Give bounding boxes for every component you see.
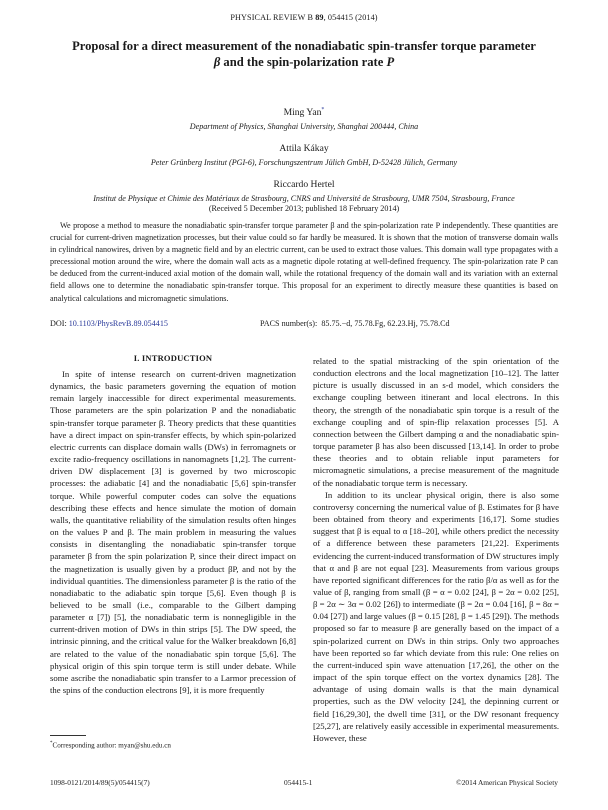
footnote-mark: * (50, 741, 53, 746)
footnote-text: Corresponding author: myan@shu.edu.cn (52, 741, 171, 750)
intro-paragraph-2: In addition to its unclear physical origin, there is also some controversy concerning the numerical value of β. Estimates for β have been obtained from theory and experiments [16,17]. Some studies suggest that β is equal to α [18–20], while others predict the necessity of a difference between these parameters [21,22]. Experiments evidencing the current-induced transformation of DW structures imply that α and β are not equal [23]. Measurements from various groups have reported significant differences for the ratio β/α as well as for the value of β, ranging from small (β = α = 0.02 [24], β = 2α = 0.02 [25], β = 2α ∼ 3α = 0.02 [26]) to intermediate (β = 2α = 0.04 [16], β = 8α = 0.04 [27]) and large values (β = 0.15 [28], β = 1.45 [29]). The methods proposed so far to measure β are generally based on the impact of a spin-polarized current on DWs in thin strips. Only two approaches have been reported so far which deviate from this rule: One relies on the current-induced spin wave attenuation [17,26], the other on the impact of the spin torque effect on the vortex dynamics [28]. The advantage of using domain walls is that the main dynamical properties, such as the DW velocity [24], the depinning current or field [16,29,30], the dwell time [31], or the DW resonant frequency [25,27], are relatively easily accessible in experimental measurements. However, these (313, 489, 559, 743)
pacs (260, 319, 450, 328)
footer-page-number: 054415-1 (284, 778, 313, 787)
affiliation-1: Department of Physics, Shanghai University, Shanghai 200444, China (189, 122, 419, 131)
affiliation-3: Institut de Physique et Chimie des Matériaux de Strasbourg, CNRS and Université de Strasbourg, UMR 7504, Strasbourg, France (93, 194, 515, 203)
pacs-label: PACS number(s): (260, 319, 318, 328)
section-heading: I. INTRODUCTION (133, 353, 213, 363)
intro-paragraph-1-cont: related to the spatial mistracking of the spin orientation of the conduction electrons and the local magnetization [10–12]. The latter picture is usually discussed in an s-d model, which considers the exchange coupling between itinerant and local electrons. In this theory, the strength of the nonadiabatic spin torque is a result of the exchange coupling and of spin-flip relaxation processes [5]. A connection between the Gilbert damping α and the nonadiabatic spin-torque parameter β has also been discussed [13,14]. In order to probe these theories and to obtain reliable input parameters for micromagnetic simulations, a precise measurement of the magnitude of the nonadiabatic torque term is necessary. (313, 356, 559, 488)
author-3 (0, 179, 608, 190)
footer-copyright: ©2014 American Physical Society (456, 778, 558, 787)
left-column (50, 368, 296, 696)
article-number: 054415 (2014) (327, 13, 378, 22)
doi-label: DOI: (50, 319, 67, 328)
affiliation-2: Peter Grünberg Institut (PGI-6), Forschungszentrum Jülich GmbH, D-52428 Jülich, Germany (150, 158, 458, 167)
abstract: We propose a method to measure the nonadiabatic spin-transfer torque parameter β and the spin-polarization rate P independently. These quantities are crucial for current-driven magnetization processes, but their value could so far hardly be measured. It is shown that the motion of transverse domain walls in cylindrical nanowires, driven by a magnetic field and by an electric current, can be used to extract those values. This domain wall type propagates with a precessional motion around the wire, where the domain wall acts as a magnetic dipole rotating at well-defined frequency. The spin-polarization rate P can be deduced from the current-induced axial motion of the domain wall, while the rotational frequency of the domain wall and its variation with an external field allows one to determine the nonadiabatic spin-transfer torque. This proposal for an experiment to directly measure these quantities is based on analytical calculations and micromagnetic simulations. (50, 221, 558, 303)
volume: 89 (315, 13, 324, 22)
author-name: Ming Yan (283, 107, 322, 119)
running-head: PHYSICAL REVIEW B 89, 054415 (2014) (230, 13, 378, 22)
journal-name: PHYSICAL REVIEW B (230, 13, 314, 22)
author-1 (0, 107, 608, 118)
intro-paragraph-1: In spite of intense research on current-driven magnetization dynamics, the basic parameters governing the equation of motion remain largely inaccessible for direct experimental measurements. Those parameters are the spin polarization P and the nonadiabatic spin-transfer torque parameter β. Theory predicts that these quantities have a direct impact on spin-transfer effects, by which spin-polarized electric currents can displace domain walls (DWs) in ferromagnets or excite radio-frequency oscillations in nanomagnets [1,2]. The current-driven DW displacement [3] is governed by two microscopic processes: the adiabatic [4] and the nonadiabatic [5,6] spin-transfer torque. While powerful computer codes can solve the equations describing these effects and hence simulate the motion of domain walls, the quantitative reliability of the simulation results often hinges on the values P and β. The main problem in measuring the values consists in disentangling the nonadiabatic spin-transfer torque parameter β from the spin polarization P, since their direct impact on the magnetization is usually given by a product βP, and not by the individual quantities. The dimensionless parameter β is the ratio of the nonadiabatic to the adiabatic spin torque [5,6]. Even though β is believed to be small (i.e., comparable to the Gilbert damping parameter α [7]) [5], the nonadiabatic term is nonnegligible in the current-driven motion of DWs in thin strips [5]. The DW speed, the intrinsic pinning, and the critical value for the Walker breakdown [6,8] are related to the value of the nonadiabatic spin torque [5,6]. The physical origin of this spin torque term is still under debate. While some ascribe the nonadiabatic spin transfer to a Larmor precession of the spins of the conduction electrons [9], it is more frequently (50, 369, 296, 696)
title-line-2: β and the spin-polarization rate P (213, 55, 395, 69)
received-dates: (Received 5 December 2013; published 18 February 2014) (208, 204, 400, 213)
author-name: Riccardo Hertel (273, 179, 335, 190)
footer-issn: 1098-0121/2014/89(5)/054415(7) (50, 778, 150, 787)
corresponding-author-mark[interactable]: * (321, 107, 325, 113)
doi-pacs-row (50, 319, 558, 328)
footnote (50, 741, 171, 749)
pacs-values: 85.75.−d, 75.78.Fg, 62.23.Hj, 75.78.Cd (321, 319, 450, 328)
author-2 (0, 143, 608, 154)
footnote-rule (50, 735, 86, 736)
right-column (313, 355, 559, 744)
doi-link[interactable]: 10.1103/PhysRevB.89.054415 (68, 319, 168, 328)
title-line-1: Proposal for a direct measurement of the nonadiabatic spin-transfer torque parameter (72, 39, 536, 53)
paper-title (40, 38, 568, 70)
author-name: Attila Kákay (279, 143, 329, 154)
